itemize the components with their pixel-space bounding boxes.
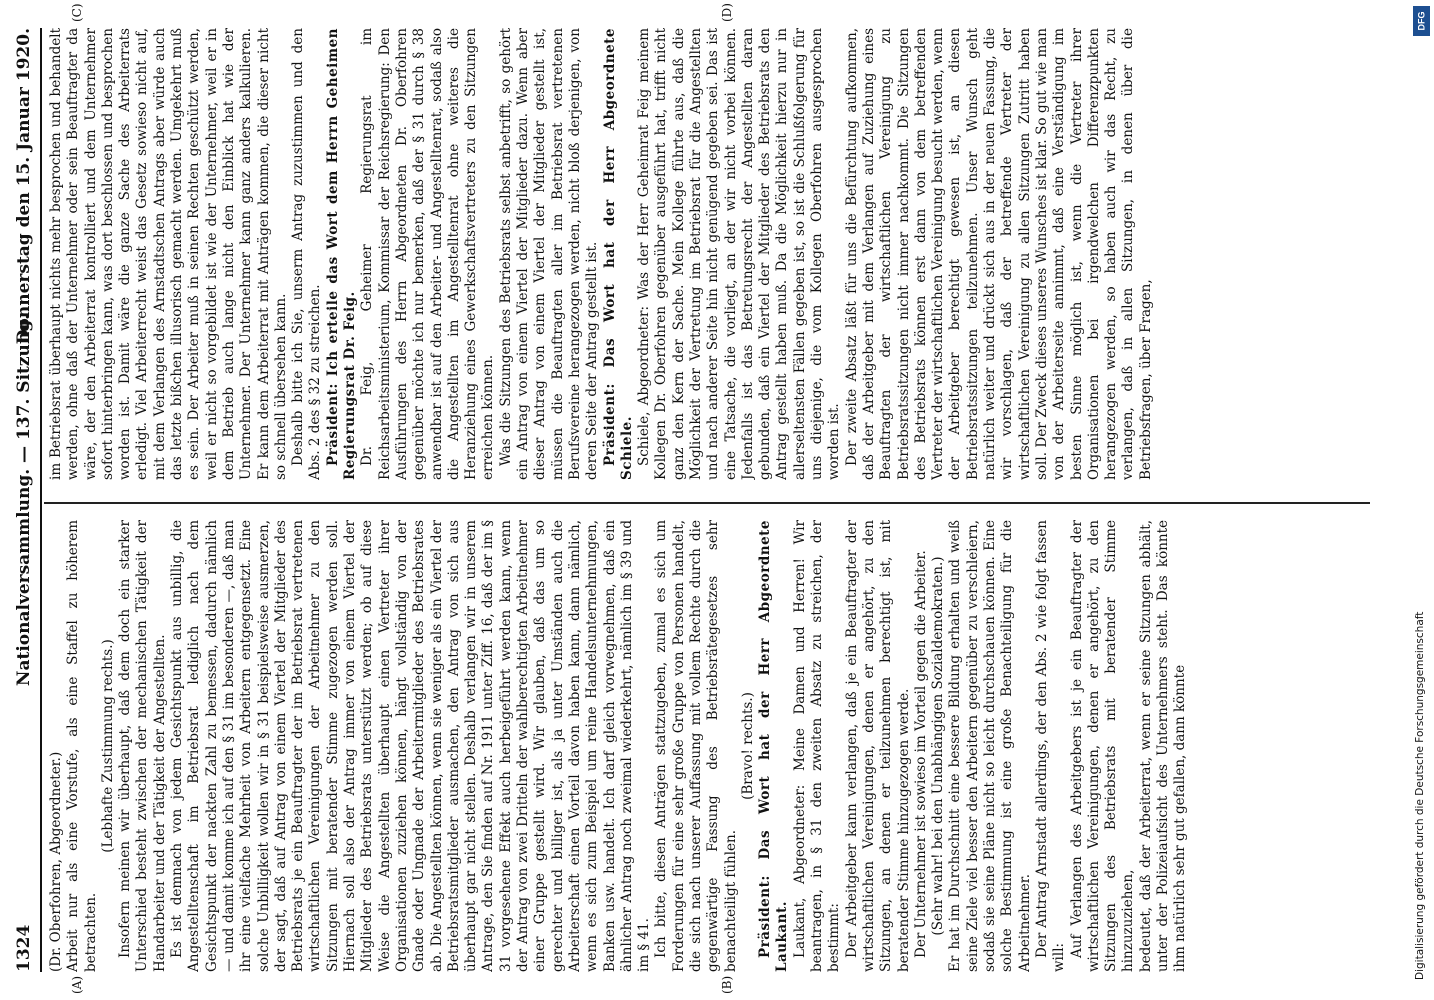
- header-date: Donnerstag den 15. Januar 1920.: [14, 28, 34, 345]
- paragraph: Er hat im Durchschnitt eine bessere Bildung erhalten und weiß seine Ziele viel besser den Arbeitern gegenüber zu verschleiern, sodaß sie seine Pläne nicht so leicht durchschauen können. Eine solche Bestimmung ist eine große Benachteiligung für die Arbeitnehmer.: [947, 520, 1033, 972]
- quoted-clause: Auf Verlangen des Arbeitgebers ist je ein Beauftragter der wirtschaftlichen Vereinigungen, denen er angehört, zu den Sitzungen des Betriebsrats mit beratender Stimme hinzuzuziehen,: [1068, 520, 1137, 972]
- digitization-credit: Digitalisierung gefördert durch die Deutsche Forschungsgemeinschaft: [1414, 611, 1426, 980]
- margin-marker-c: (C): [70, 3, 84, 22]
- interjection: (Lebhafte Zustimmung rechts.): [99, 639, 116, 853]
- speaker-paragraph: Präsident: Das Wort hat der Herr Abgeordnete Schiele.: [601, 28, 635, 480]
- paragraph: Deshalb bitte ich Sie, unserm Antrag zuzustimmen und den Abs. 2 des § 32 zu streichen.: [290, 28, 324, 480]
- column-divider: [44, 503, 1370, 505]
- page-number: 1324: [14, 924, 34, 972]
- speaker-paragraph: Präsident: Das Wort hat der Herr Abgeordnete Laukant.: [757, 520, 791, 972]
- interjection: (Sehr wahr! bei den Unabhängigen Sozialdemokraten.): [930, 556, 947, 936]
- left-text-column: [48, 520, 1368, 972]
- speaker-paragraph: Dr. Feig, Geheimer Regierungsrat im Reichsarbeitsministerium, Kommissar der Reichsregierung: Den Ausführungen des Herrn Abgeordneten Dr. Oberfohren gegenüber möchte ich nur bemerken, daß der § 31 durch § 38 anwendbar ist auf den Arbeiter- und Angestelltenrat, sodaß also die Angestellten im Angestelltenrat ohne weiteres die Heranziehung eines Gewerkschaftsvertreters zu den Sitzungen erreichen können.: [359, 28, 497, 480]
- digitization-strip: [1410, 0, 1434, 1000]
- header-title: Nationalversammlung. — 137. Sitzung.: [14, 313, 34, 687]
- margin-marker-a: (A): [70, 975, 84, 994]
- margin-marker-b: (B): [720, 975, 734, 994]
- paragraph: bedeutet, daß der Arbeiterrat, wenn er seine Sitzungen abhält, unter der Polizeiaufsicht des Unternehmers steht. Das könnte ihm natürlich sehr gut gefallen, dann könnte: [1137, 520, 1189, 972]
- margin-marker-d: (D): [720, 3, 734, 22]
- speaker-paragraph: Präsident: Ich erteile das Wort dem Herrn Geheimen Regierungsrat Dr. Feig.: [324, 28, 359, 480]
- speaker-continuation: (Dr. Oberfohren, Abgeordneter.): [48, 751, 64, 972]
- paragraph: Arbeit nur als eine Vorstufe, als eine Staffel zu höherem betrachten.: [65, 520, 99, 972]
- paragraph: Was die Sitzungen des Betriebsrats selbst anbetrifft, so gehört ein Antrag von einem Viertel der Mitglieder dazu. Wenn aber dieser Antrag von einem Viertel der Mitglieder gestellt ist, müssen die Beauftragten aller im Betriebsrat vertretenen Berufsvereine herangezogen werden, nicht bloß derjenigen, von deren Seite der Antrag gestellt ist.: [497, 28, 601, 480]
- paragraph: Der Antrag Arnstadt allerdings, der den Abs. 2 wie folgt fassen will:: [1033, 520, 1068, 972]
- paragraph: Der Unternehmer ist sowieso im Vorteil gegen die Arbeiter.: [912, 550, 929, 958]
- paragraph: Ich bitte, diesen Anträgen stattzugeben, zumal es sich um Forderungen für eine sehr große Gruppe von Personen handelt, die sich nach unserer Auffassung mit vollem Rechte durch die gegenwärtige Fassung des Betriebsrätegesetzes sehr benachteiligt fühlen.: [653, 520, 739, 972]
- paragraph: im Betriebsrat überhaupt nichts mehr besprochen und behandelt werden, ohne daß der Unternehmer oder sein Beauftragter da wäre, der den Arbeiterrat kontrolliert und dem Unternehmer sofort hinterbringen kann, was dort beschlossen und besprochen worden ist. Damit wäre die ganze Sache des Arbeiterrats erledigt. Viel Arbeiterrecht weist das Gesetz sowieso nicht auf, mit dem Verlangen des Arnstadtschen Antrags aber würde auch das letzte bißchen illusorisch gemacht werden. Umgekehrt muß es sein. Der Arbeiter muß in seinen Rechten geschützt werden, weil er nicht so vorgebildet ist wie der Unternehmer, weil er in dem Betrieb auch lange nicht den Einblick hat wie der Unternehmer. Der Unternehmer kann ganz anders kalkulieren. Er kann dem Arbeiterrat mit Anträgen kommen, die dieser nicht so schnell übersehen kann.: [48, 28, 289, 480]
- speaker-paragraph: Laukant, Abgeordneter: Meine Damen und Herren! Wir beantragen, in § 31 den zweiten Absatz zu streichen, der bestimmt:: [791, 520, 843, 972]
- paragraph: Es ist demnach von jedem Gesichtspunkt aus unbillig, die Angestelltenschaft im Betriebsrat lediglich nach dem Gesichtspunkt der nackten Zahl zu bemessen, dadurch nämlich — und damit komme ich auf den § 31 im besonderen —, daß man ihr eine vielfache Mehrheit von Arbeitern entgegensetzt. Eine solche Unbilligkeit wollen wir in § 31 beispielsweise ausmerzen, der sagt, daß auf Antrag von einem Viertel der Mitglieder des Betriebsrats je ein Beauftragter der im Betriebsrat vertretenen wirtschaftlichen Vereinigungen der Arbeitnehmer zu den Sitzungen mit beratender Stimme zugezogen werden soll. Hiernach soll also der Antrag immer von einem Viertel der Mitglieder des Betriebsrats unterstützt werden; ob auf diese Weise die Angestellten überhaupt einen Vertreter ihrer Organisationen zuziehen können, hängt vollständig von der Gnade oder Ungnade der Arbeitermitglieder des Betriebsrates ab. Die Angestellten können, wenn sie weniger als ein Viertel der Betriebsratsmitglieder ausmachen, den Antrag von sich aus überhaupt gar nicht stellen. Deshalb verlangen wir in unserem Antrage, den Sie finden auf Nr. 1911 unter Ziff. 16, daß der im § 31 vorgesehene Effekt auch herbeigeführt werden kann, wenn der Antrag von zwei Dritteln der wahlberechtigten Arbeitnehmer einer Gruppe gestellt wird. Wir glauben, daß das um so gerechter und billiger ist, als ja unter Umständen auch die Arbeiterschaft einen Vorteil davon haben kann, dann nämlich, wenn es sich zum Beispiel um reine Handelsunternehmungen, Banken usw. handelt. Ich darf gleich vorwegnehmen, daß ein ähnlicher Antrag noch zweimal wiederkehrt, nämlich im § 39 und im § 41.: [169, 520, 653, 972]
- paragraph: Insofern meinen wir überhaupt, daß dem doch ein starker Unterschied besteht zwischen der mechanischen Tätigkeit der Handarbeiter und der Tätigkeit der Angestellten.: [117, 520, 168, 972]
- interjection: (Bravo! rechts.): [739, 692, 756, 800]
- dfg-logo-text: DFG: [1416, 11, 1427, 31]
- page-header: [14, 28, 42, 972]
- quoted-clause: Der Arbeitgeber kann verlangen, daß je ein Beauftragter der wirtschaftlichen Vereinigungen, denen er angehört, zu den Sitzungen, an denen er teilzunehmen berechtigt ist, mit beratender Stimme hinzugezogen werde.: [843, 520, 912, 972]
- speaker-paragraph: Schiele, Abgeordneter: Was der Herr Geheimrat Feig meinem Kollegen Dr. Oberfohren gegenüber ausgeführt hat, trifft nicht ganz den Kern der Sache. Mein Kollege führte aus, daß die Möglichkeit der Vertretung im Betriebsrat für die Angestellten und nach anderer Seite hin nicht genügend gegeben sei. Das ist eine Tatsache, die vorliegt, an der wir nicht vorbei können. Jedenfalls ist das Betretungsrecht der Angestellten daran gebunden, daß ein Viertel der Mitglieder des Betriebsrats den Antrag gestellt haben muß. Da die Möglichkeit hierzu nur in allerseltensten Fällen gegeben ist, so ist die Schlußfolgerung für uns diejenige, die vom Kollegen Oberfohren ausgesprochen worden ist.: [636, 28, 843, 480]
- paragraph: Der zweite Absatz läßt für uns die Befürchtung aufkommen, daß der Arbeitgeber mit dem Verlangen auf Zuziehung eines Beauftragten der wirtschaftlichen Vereinigung zu Betriebsratssitzungen nicht immer nachkommt. Die Sitzungen des Betriebsrats können erst dann von dem betreffenden Vertreter der wirtschaftlichen Vereinigung besucht werden, wenn der Arbeitgeber berechtigt gewesen ist, an diesen Betriebsratssitzungen teilzunehmen. Unser Wunsch geht natürlich weiter und drückt sich aus in der neuen Fassung, die wir vorschlagen, daß der betreffende Vertreter der wirtschaftlichen Vereinigung zu allen Sitzungen Zutritt haben soll. Der Zweck dieses unseres Wunsches ist klar. So gut wie man von der Arbeiterseite annimmt, daß eine Verständigung im besten Sinne möglich ist, wenn die Vertreter ihrer Organisationen bei irgendwelchen Differenzpunkten herangezogen werden, so haben auch wir das Recht, zu verlangen, daß in allen Sitzungen, in denen über die Betriebsfragen, über Fragen,: [843, 28, 1154, 480]
- right-text-column: [48, 28, 1368, 480]
